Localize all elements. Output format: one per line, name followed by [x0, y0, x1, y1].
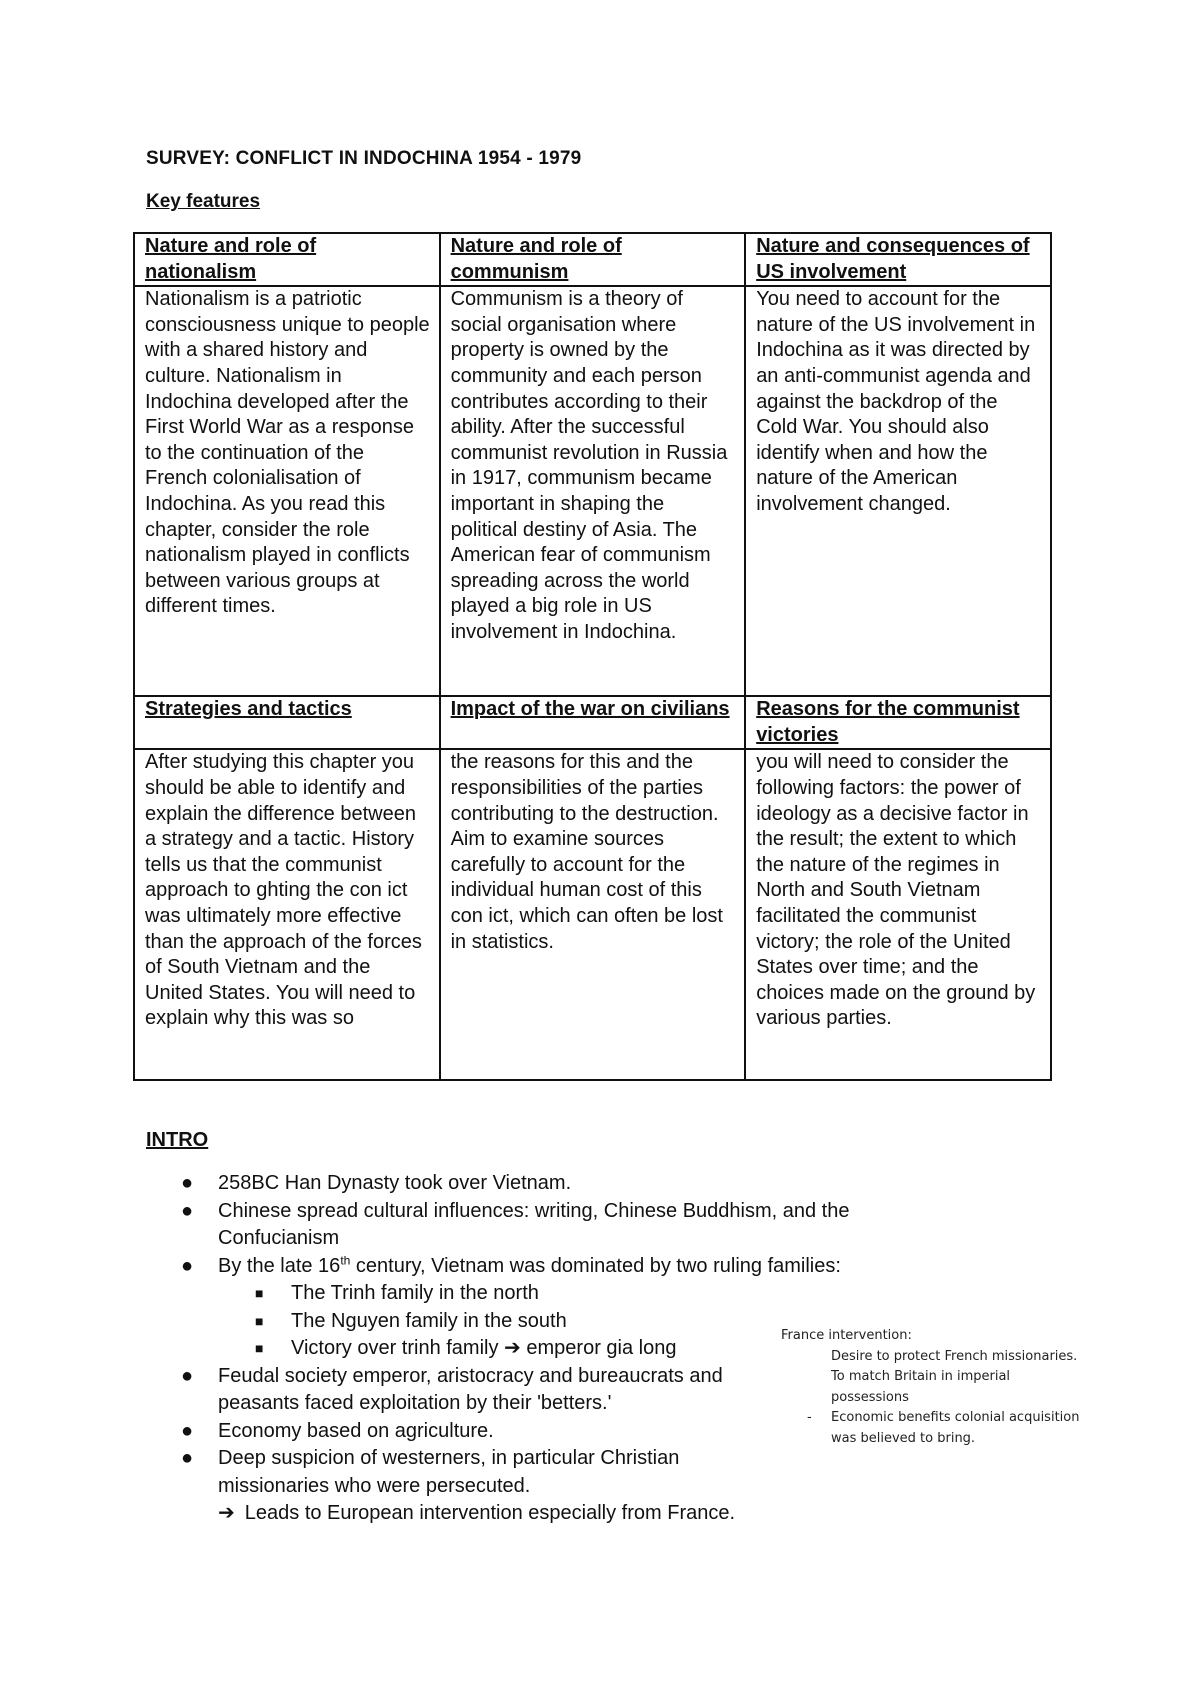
cell-communism: Communism is a theory of social organisation where property is owned by the community and each person contributes according to their ability. After the successful communist revolution in Russia in 1917, communism became important in shaping the political destiny of Asia. The American fear of communism spreading across the world played a big role in US involvement in Indochina. — [440, 286, 746, 696]
arrow-list-item: ➔ Leads to European intervention especially from France. — [218, 1502, 736, 1524]
arrow-icon: ➔ — [504, 1337, 521, 1359]
header-communism: Nature and role of communism — [440, 233, 746, 286]
header-impact-civilians: Impact of the war on civilians — [440, 696, 746, 749]
table-body-row — [134, 749, 1051, 1080]
cell-nationalism: Nationalism is a patriotic consciousness unique to people with a shared history and culture. Nationalism in Indochina developed after the First World War as a response to the continuation of the French colonialisation of Indochina. As you read this chapter, consider the role nationalism played in conflicts between various groups at different times. — [134, 286, 440, 696]
key-features-heading: Key features — [146, 191, 261, 212]
bullet-icon: ● — [181, 1364, 194, 1387]
cell-impact-civilians: the reasons for this and the responsibilities of the parties contributing to the destruction. Aim to examine sources carefully to account for the individual human cost of this con ict, which can often be lost in statistics. — [440, 749, 746, 1080]
sub-list-item: ■ Victory over trinh family ➔ emperor gia long — [146, 1335, 946, 1363]
arrow-bullet-icon: ➔ — [218, 1502, 235, 1524]
key-features-table — [133, 232, 1052, 1081]
list-item: ● Chinese spread cultural influences: writing, Chinese Buddhism, and the Confucianism — [181, 1199, 850, 1249]
list-item: ● Deep suspicion of westerners, in particular Christian missionaries who were persecuted. — [181, 1447, 680, 1497]
intro-heading: INTRO — [146, 1129, 209, 1151]
list-item: ● By the late 16th century, Vietnam was dominated by two ruling families: — [146, 1253, 946, 1281]
note-line: Desire to protect French missionaries. — [831, 1348, 1078, 1364]
note-line: To match Britain in imperial possessions — [831, 1369, 1011, 1405]
cell-strategies: After studying this chapter you should be able to identify and explain the difference between a strategy and a tactic. History tells us that the communist approach to ghting the con ict was ultimately more effective than the approach of the forces of South Vietnam and the United States. You will need to explain why this was so — [134, 749, 440, 1080]
france-intervention-note — [781, 1326, 1081, 1449]
table-header-row — [134, 233, 1051, 286]
list-item: ● Economy based on agriculture. — [146, 1418, 946, 1446]
bullet-icon: ● — [181, 1254, 194, 1277]
square-bullet-icon: ■ — [255, 1285, 264, 1301]
dash-icon: - — [807, 1410, 812, 1425]
header-us-involvement: Nature and consequences of US involvement — [745, 233, 1051, 286]
list-item: ● Feudal society emperor, aristocracy and bureaucrats and peasants faced exploitation by their 'betters.' — [181, 1364, 723, 1414]
bullet-icon: ● — [181, 1199, 194, 1222]
square-bullet-icon: ■ — [255, 1312, 264, 1329]
header-communist-victories: Reasons for the communist victories — [745, 696, 1051, 749]
header-nationalism: Nature and role of nationalism — [134, 233, 440, 286]
sub-list-item: ■ The Trinh family in the north — [146, 1280, 946, 1308]
bullet-icon: ● — [181, 1447, 194, 1469]
list-item: ● 258BC Han Dynasty took over Vietnam. — [146, 1170, 946, 1198]
cell-communist-victories: you will need to consider the following factors: the power of ideology as a decisive factor in the result; the extent to which the nature of the regimes in North and South Vietnam facilitated the communist victory; the role of the United States over time; and the choices made on the ground by various parties. — [745, 749, 1051, 1080]
table-header-row — [134, 696, 1051, 749]
note-heading: France intervention: — [781, 1328, 912, 1343]
sub-list-item: ■ The Nguyen family in the south — [146, 1308, 946, 1336]
bullet-icon: ● — [181, 1172, 194, 1194]
table-body-row — [134, 286, 1051, 696]
page-title: SURVEY: CONFLICT IN INDOCHINA 1954 - 1979 — [146, 148, 582, 169]
bullet-icon: ● — [181, 1419, 194, 1442]
note-dash-line: - Economic benefits colonial acquisition was believed to bring. — [807, 1410, 1080, 1446]
square-bullet-icon: ■ — [255, 1340, 264, 1356]
header-strategies: Strategies and tactics — [134, 696, 440, 749]
cell-us-involvement: You need to account for the nature of the US involvement in Indochina as it was directed by an anti-communist agenda and against the backdrop of the Cold War. You should also identify when and how the nature of the American involvement changed. — [745, 286, 1051, 696]
